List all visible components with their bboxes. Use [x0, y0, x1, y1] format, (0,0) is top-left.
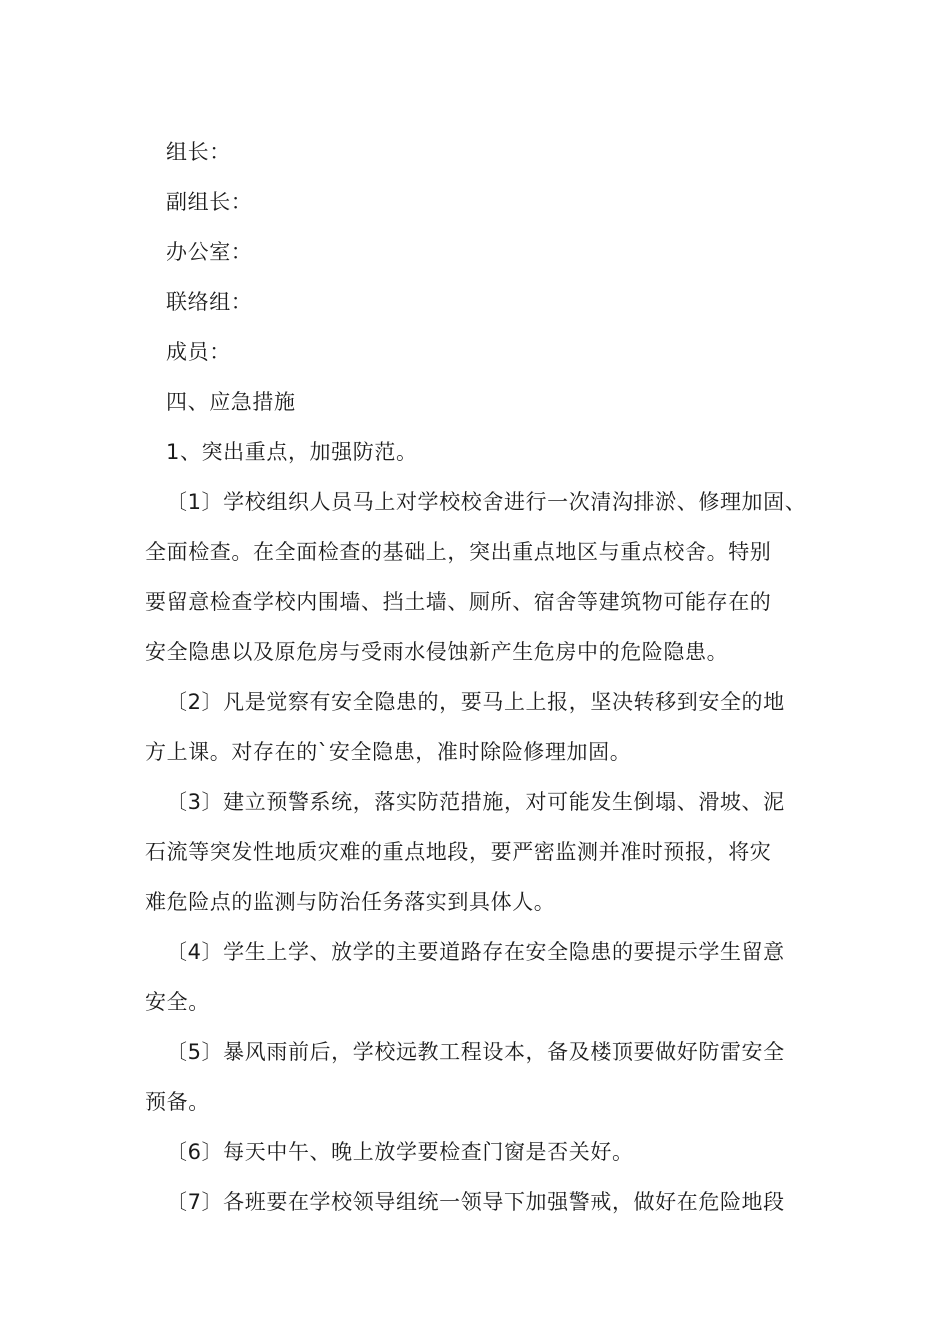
paragraph-line: 〔7〕各班要在学校领导组统一领导下加强警戒，做好在危险地段	[166, 1190, 785, 1214]
paragraph-line: 安全。	[145, 990, 210, 1014]
paragraph-line: 要留意检查学校内围墙、挡土墙、厕所、宿舍等建筑物可能存在的	[145, 590, 772, 614]
paragraph-line: 〔1〕学校组织人员马上对学校校舍进行一次清沟排淤、修理加固、	[166, 490, 807, 514]
paragraph-line: 难危险点的监测与防治任务落实到具体人。	[145, 890, 556, 914]
paragraph-line: 全面检查。在全面检查的基础上，突出重点地区与重点校舍。特别	[145, 540, 772, 564]
paragraph-7	[145, 1177, 825, 1227]
paragraph-5	[145, 1027, 825, 1127]
paragraph-1	[145, 477, 825, 677]
paragraph-line: 石流等突发性地质灾难的重点地段，要严密监测并准时预报，将灾	[145, 840, 772, 864]
paragraph-line: 方上课。对存在的`安全隐患，准时除险修理加固。	[145, 740, 632, 764]
members-line: 成员：	[166, 340, 231, 364]
paragraph-4	[145, 927, 825, 1027]
paragraph-6	[145, 1127, 825, 1177]
team-leader-line: 组长：	[166, 140, 231, 164]
deputy-leader-line: 副组长：	[166, 190, 253, 214]
subsection-heading: 1、突出重点，加强防范。	[166, 440, 418, 464]
section-heading: 四、应急措施	[166, 390, 296, 414]
paragraph-line: 〔4〕学生上学、放学的主要道路存在安全隐患的要提示学生留意	[166, 940, 785, 964]
paragraph-line: 〔5〕暴风雨前后，学校远教工程设本，备及楼顶要做好防雷安全	[166, 1040, 785, 1064]
liaison-group-line: 联络组：	[166, 290, 253, 314]
paragraph-line: 预备。	[145, 1090, 210, 1114]
office-line: 办公室：	[166, 240, 253, 264]
paragraph-line: 〔6〕每天中午、晚上放学要检查门窗是否关好。	[166, 1140, 634, 1164]
paragraph-2	[145, 677, 825, 777]
document-body	[145, 127, 825, 1227]
paragraph-line: 〔2〕凡是觉察有安全隐患的，要马上上报，坚决转移到安全的地	[166, 690, 785, 714]
paragraph-line: 安全隐患以及原危房与受雨水侵蚀新产生危房中的危险隐患。	[145, 640, 729, 664]
paragraph-3	[145, 777, 825, 927]
paragraph-line: 〔3〕建立预警系统，落实防范措施，对可能发生倒塌、滑坡、泥	[166, 790, 785, 814]
